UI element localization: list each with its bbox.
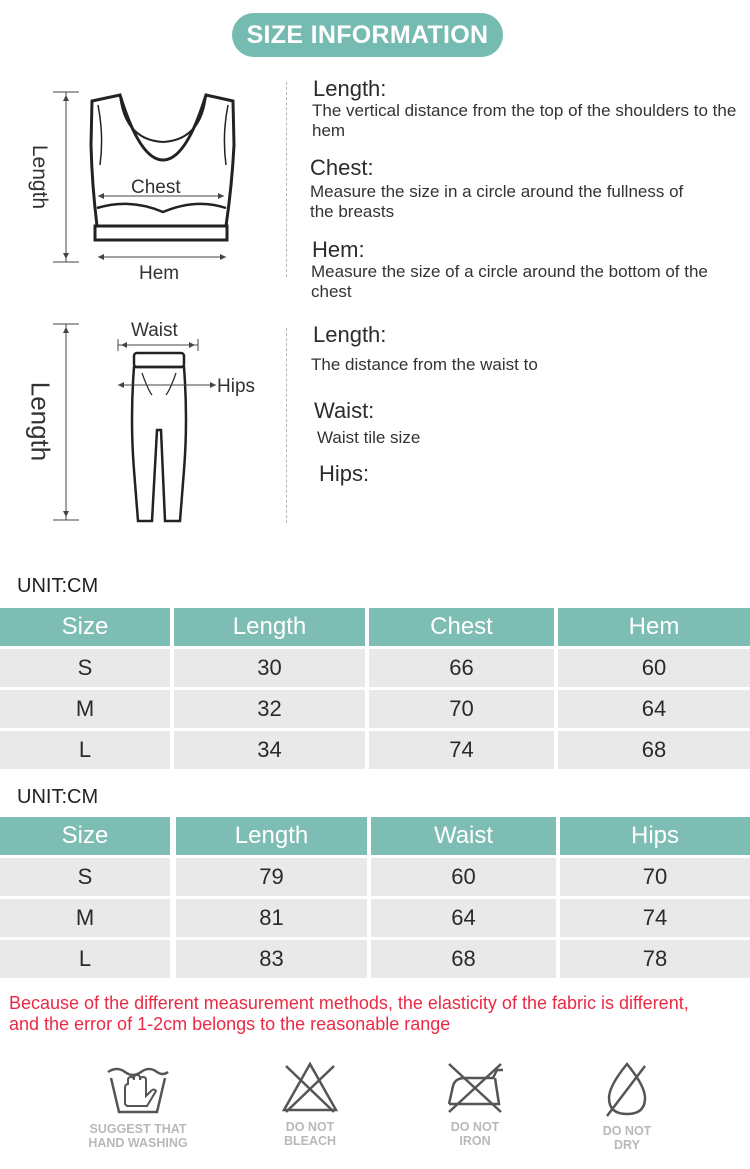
- table-cell: L: [0, 731, 170, 769]
- table-cell: 34: [174, 731, 365, 769]
- bottom-length-label: Length: [25, 381, 56, 462]
- unit-label-bottom: UNIT:CM: [17, 786, 99, 808]
- care-label-line2: DRY: [614, 1138, 640, 1152]
- table-cell: 68: [371, 940, 556, 978]
- table-header-cell: Size: [0, 817, 170, 855]
- no-bleach-icon: [280, 1058, 340, 1116]
- table-header-cell: Size: [0, 608, 170, 646]
- table-row: [0, 731, 750, 769]
- care-label-line1: DO NOT: [602, 1124, 652, 1138]
- care-no-bleach: [250, 1058, 370, 1148]
- table-cell: S: [0, 649, 170, 687]
- table-header-cell: Length: [174, 608, 365, 646]
- desc-length-text: The vertical distance from the top of the shoulders to the hem: [312, 101, 737, 140]
- table-cell: 64: [558, 690, 750, 728]
- hand-wash-icon: [105, 1058, 171, 1118]
- desc-pants-length-text: The distance from the waist to: [311, 355, 538, 374]
- table-header-cell: Length: [176, 817, 367, 855]
- care-label-line1: SUGGEST THAT: [89, 1122, 187, 1136]
- table-header-row: [0, 608, 750, 646]
- table-cell: 64: [371, 899, 556, 937]
- unit-label-top: UNIT:CM: [17, 575, 99, 597]
- table-cell: 60: [558, 649, 750, 687]
- bottom-size-table: [0, 817, 750, 977]
- note-line-2: and the error of 1-2cm belongs to the reasonable range: [9, 1014, 451, 1034]
- desc-waist-title: Waist:: [314, 398, 375, 423]
- table-cell: 74: [369, 731, 554, 769]
- desc-hips-title: Hips:: [319, 461, 370, 486]
- table-cell: 68: [558, 731, 750, 769]
- table-row: [0, 940, 750, 978]
- table-cell: 83: [176, 940, 367, 978]
- table-cell: 70: [369, 690, 554, 728]
- note-line-1: Because of the different measurement methods, the elasticity of the fabric is different,: [9, 993, 689, 1013]
- table-row: [0, 858, 750, 896]
- table-cell: L: [0, 940, 170, 978]
- desc-chest-title: Chest:: [310, 155, 374, 180]
- care-label-line2: BLEACH: [283, 1134, 337, 1148]
- table-cell: M: [0, 690, 170, 728]
- desc-hem-title: Hem:: [312, 237, 365, 262]
- care-label-line1: DO NOT: [285, 1120, 335, 1134]
- table-header-cell: Hem: [558, 608, 750, 646]
- bottom-divider: [286, 328, 287, 523]
- table-header-cell: Waist: [371, 817, 556, 855]
- care-label-line1: DO NOT: [450, 1120, 500, 1134]
- table-cell: 79: [176, 858, 367, 896]
- desc-chest-text: Measure the size in a circle around the fullness of the breasts: [310, 182, 684, 221]
- size-information-title: SIZE INFORMATION: [232, 13, 503, 57]
- table-cell: 70: [560, 858, 750, 896]
- table-cell: 78: [560, 940, 750, 978]
- table-row: [0, 649, 750, 687]
- care-label-line2: HAND WASHING: [88, 1136, 188, 1150]
- hem-label: Hem: [139, 263, 180, 284]
- table-cell: S: [0, 858, 170, 896]
- table-cell: 74: [560, 899, 750, 937]
- no-dry-icon: [597, 1058, 657, 1120]
- table-cell: 66: [369, 649, 554, 687]
- care-no-iron: [415, 1058, 535, 1148]
- top-size-table: [0, 608, 750, 768]
- no-iron-icon: [443, 1058, 507, 1116]
- table-cell: 30: [174, 649, 365, 687]
- table-cell: 60: [371, 858, 556, 896]
- table-header-cell: Chest: [369, 608, 554, 646]
- table-cell: 32: [174, 690, 365, 728]
- table-row: [0, 899, 750, 937]
- table-cell: M: [0, 899, 170, 937]
- hips-label: Hips: [217, 376, 256, 397]
- desc-length-title: Length:: [313, 76, 387, 101]
- waist-label: Waist: [131, 320, 178, 341]
- desc-pants-length-title: Length:: [313, 322, 387, 347]
- table-row: [0, 690, 750, 728]
- table-header-cell: Hips: [560, 817, 750, 855]
- measurement-note: [9, 993, 750, 1035]
- table-header-row: [0, 817, 750, 855]
- care-hand-wash: [78, 1058, 198, 1150]
- table-cell: 81: [176, 899, 367, 937]
- care-label-line2: IRON: [459, 1134, 491, 1148]
- care-no-dry: [567, 1058, 687, 1152]
- top-length-label: Length: [28, 144, 51, 210]
- chest-label: Chest: [131, 177, 181, 198]
- desc-waist-text: Waist tile size: [317, 428, 421, 447]
- desc-hem-text: Measure the size of a circle around the bottom of the chest: [311, 262, 708, 301]
